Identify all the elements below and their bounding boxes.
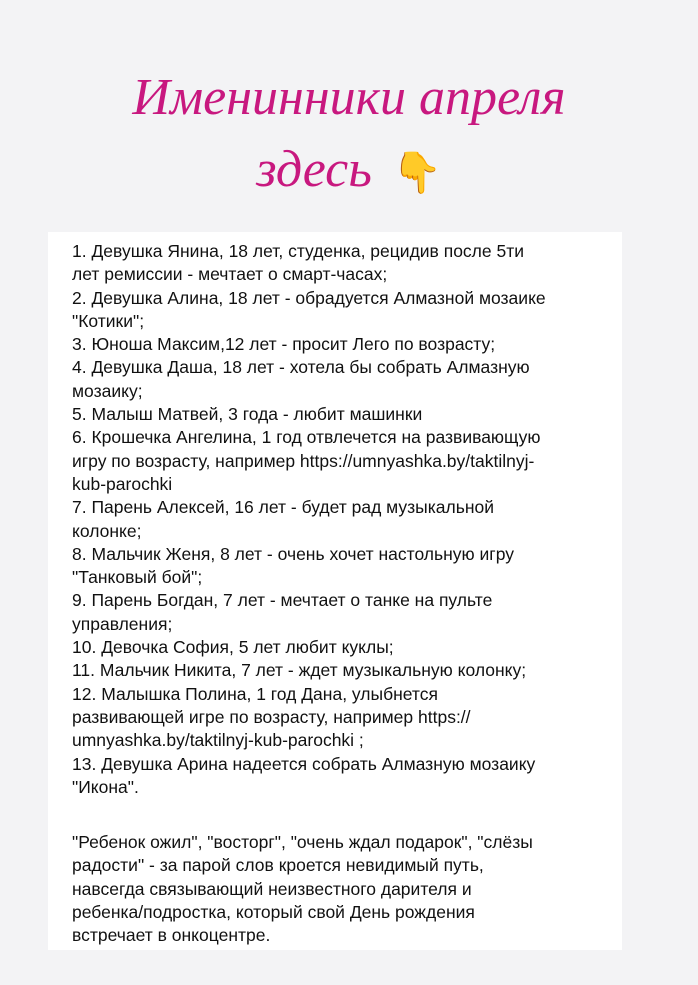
- list-item-line: колонке;: [72, 520, 142, 541]
- list-item-line: 8. Мальчик Женя, 8 лет - очень хочет настольную игру: [72, 543, 514, 564]
- list-item-line: 11. Мальчик Никита, 7 лет - ждет музыкальную колонку;: [72, 660, 527, 681]
- list-item-line: kub-parochki: [72, 473, 173, 494]
- list-item: [72, 543, 612, 590]
- list-item-line: 9. Парень Богдан, 7 лет - мечтает о танке на пульте: [72, 590, 493, 611]
- title-line-2: [0, 140, 698, 203]
- list-item-line: 2. Девушка Алина, 18 лет - обрадуется Алмазной мозаике: [72, 287, 546, 308]
- list-item-line: управления;: [72, 613, 173, 634]
- list-item-line: 4. Девушка Даша, 18 лет - хотела бы собрать Алмазную: [72, 357, 530, 378]
- list-item-line: мозаику;: [72, 380, 143, 401]
- list-item-line: развивающей игре по возрасту, например https://: [72, 706, 471, 727]
- closing-line: встречает в онкоцентре.: [72, 925, 271, 946]
- birthday-list: [72, 240, 612, 948]
- closing-line: радости" - за парой слов кроется невидимый путь,: [72, 855, 484, 876]
- list-item: [72, 240, 612, 287]
- list-item: [72, 287, 612, 334]
- list-item-line: игру по возрасту, например https://umnyashka.by/taktilnyj-: [72, 450, 535, 471]
- pointing-down-hand-icon: 👇: [391, 150, 442, 196]
- title-word: здесь: [256, 141, 372, 198]
- list-item-line: "Икона".: [72, 776, 139, 797]
- list-item-line: umnyashka.by/taktilnyj-kub-parochki ;: [72, 730, 364, 751]
- closing-line: "Ребенок ожил", "восторг", "очень ждал подарок", "слёзы: [72, 832, 533, 853]
- list-item: [72, 403, 612, 426]
- list-item-line: 3. Юноша Максим,12 лет - просит Лего по возрасту;: [72, 334, 496, 355]
- list-item-line: 12. Малышка Полина, 1 год Дана, улыбнется: [72, 683, 438, 704]
- list-item: [72, 753, 612, 800]
- list-item-line: 13. Девушка Арина надеется собрать Алмазную мозаику: [72, 753, 536, 774]
- list-item: [72, 333, 612, 356]
- closing-line: ребенка/подростка, который свой День рождения: [72, 902, 475, 923]
- list-item-line: 10. Девочка София, 5 лет любит куклы;: [72, 637, 394, 658]
- list-item: [72, 683, 612, 753]
- list-item-line: "Танковый бой";: [72, 567, 203, 588]
- list-item-line: "Котики";: [72, 310, 145, 331]
- list-item: [72, 426, 612, 496]
- closing-paragraph: [72, 831, 612, 947]
- list-item: [72, 589, 612, 636]
- list-item: [72, 659, 612, 682]
- list-item: [72, 496, 612, 543]
- list-item: [72, 636, 612, 659]
- title-line-1: Именинники апреля: [132, 69, 566, 126]
- list-item-line: лет ремиссии - мечтает о смарт-часах;: [72, 264, 388, 285]
- closing-line: навсегда связывающий неизвестного дарителя и: [72, 878, 472, 899]
- list-item-line: 5. Малыш Матвей, 3 года - любит машинки: [72, 404, 423, 425]
- list-item-line: 7. Парень Алексей, 16 лет - будет рад музыкальной: [72, 497, 495, 518]
- text-card: [48, 232, 622, 950]
- list-item-line: 1. Девушка Янина, 18 лет, студенка, рецидив после 5ти: [72, 241, 525, 261]
- list-item-line: 6. Крошечка Ангелина, 1 год отвлечется на развивающую: [72, 427, 541, 448]
- list-item: [72, 356, 612, 403]
